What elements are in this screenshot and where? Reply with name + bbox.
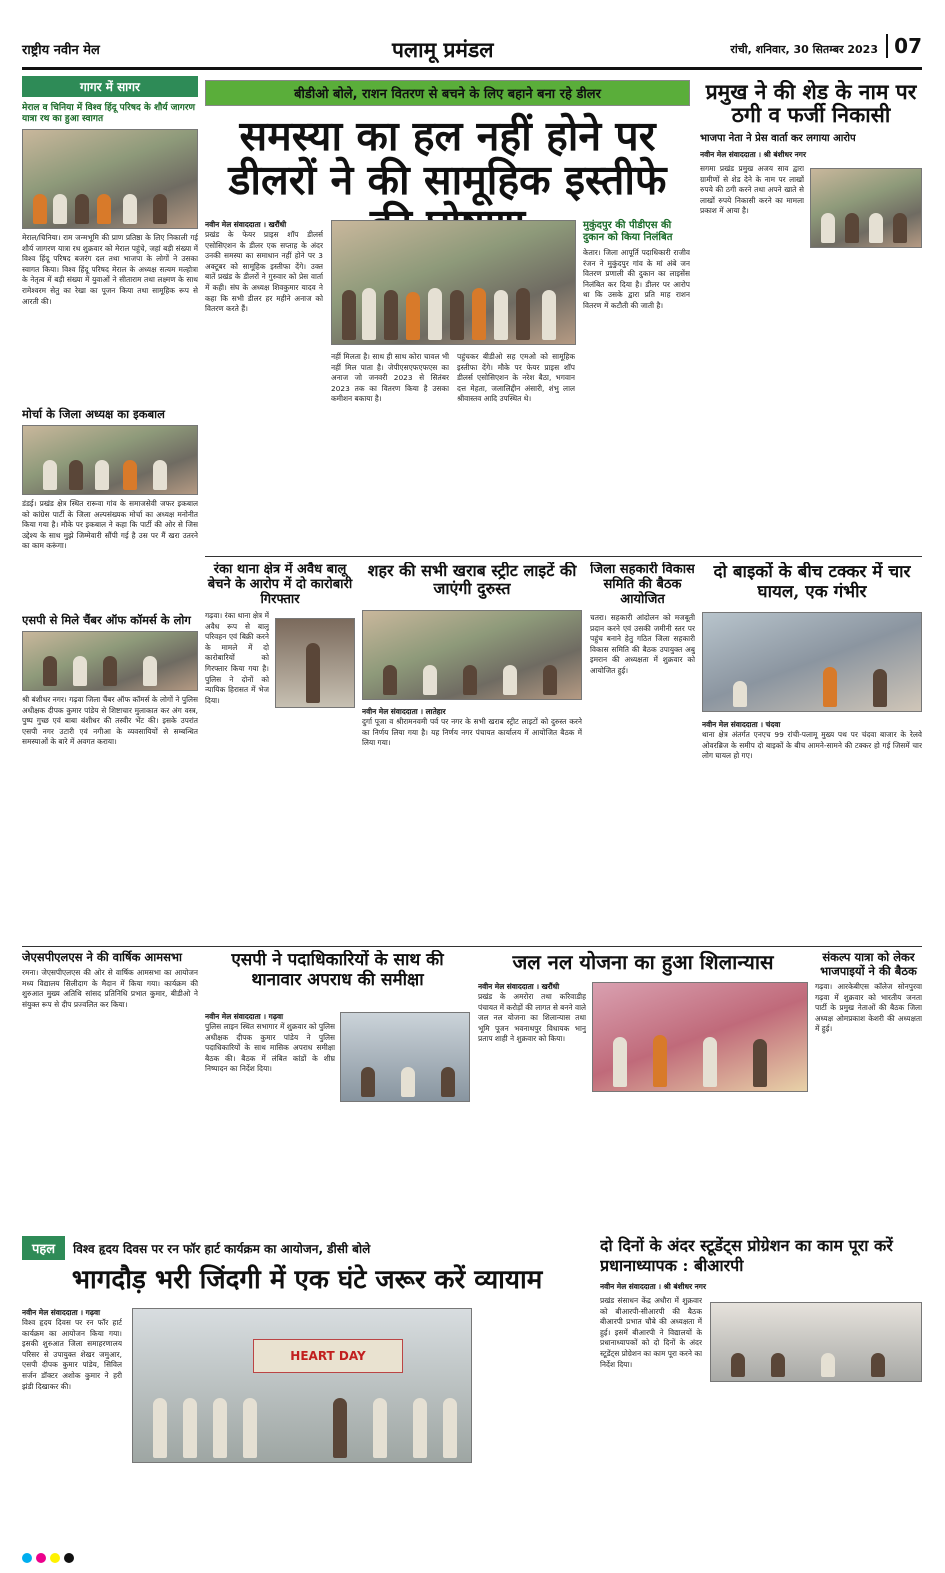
water-scheme-byline: नवीन मेल संवाददाता । खरौंधी: [478, 982, 560, 991]
heart-day-body: विश्व हृदय दिवस पर रन फॉर हार्ट कार्यक्रम का आयोजन किया गया। इसकी शुरुआत जिला समाहरणालय परिसर से उपायुक्त शेखर जमुआर, एसपी दीपक कुमार पांडेय, सिविल सर्जन डॉक्टर अशोक कुमार ने हरी झंडी दिखाकर की।: [22, 1318, 122, 1391]
sp-review-photo: [340, 1012, 470, 1102]
issue-date: रांची, शनिवार, 30 सितम्बर 2023: [730, 43, 878, 56]
section-title: पलामू प्रमंडल: [392, 37, 494, 62]
cooperative-story: [590, 562, 695, 942]
brp-byline: नवीन मेल संवाददाता । श्री बंशीधर नगर: [600, 1282, 706, 1291]
brief-3-title: एसपी से मिले चैंबर ऑफ कॉमर्स के लोग: [22, 613, 191, 627]
sankalp-body: गढ़वा। आरकेबीएस कॉलेज सोनपुरवा गढ़वा में शुक्रवार को भारतीय जनता पार्टी के प्रमुख नेताओं की बैठक जिला अध्यक्ष ओमप्रकाश केशरी की अध्यक्षता में हुई।: [815, 982, 922, 1034]
streetlight-story: [362, 562, 582, 942]
accident-photo: [702, 612, 922, 712]
brief-1-photo: [22, 129, 198, 229]
heart-day-kicker-text: विश्व हृदय दिवस पर रन फॉर हार्ट कार्यक्रम का आयोजन, डीसी बोले: [73, 1241, 371, 1256]
sankalp-story: [815, 950, 922, 1230]
water-scheme-photo: [592, 982, 808, 1092]
sp-review-body: पुलिस लाइन स्थित सभागार में शुक्रवार को पुलिस अधीक्षक दीपक कुमार पांडेय ने पुलिस पदाधिकारियों के साथ मासिक अपराध समीक्षा बैठक की। बैठक में लंबित कांडों के शीघ्र निष्पादन का निर्देश दिया।: [205, 1022, 335, 1074]
cooperative-body: चतरा। सहकारी आंदोलन को मजबूती प्रदान करने एवं उसकी जमीनी स्तर पर पहुंच बनाने हेतु गठित जिला सहकारी विकास समिति की बैठक उपायुक्त अबु इमरान की अध्यक्षता में शुक्रवार को आयोजित हुई।: [590, 613, 695, 675]
brp-headline: दो दिनों के अंदर स्टूडेंट्स प्रोग्रेशन का काम पूरा करें प्रधानाध्यापक : बीआरपी: [600, 1236, 893, 1275]
brief-4-body: रमना। जेएसपीएलएस की ओर से वार्षिक आमसभा का आयोजन मध्य विद्यालय सिलीदाग के मैदान में किया गया। कार्यक्रम की शुरुआत मुख्य अतिथि सांसद प्रतिनिधि प्रभात कुमार, बीडीओ ने संयुक्त रूप से दीप प्रज्वलित कर किया।: [22, 968, 198, 1009]
accident-headline: दो बाइकों के बीच टक्कर में चार घायल, एक गंभीर: [713, 562, 911, 602]
sand-photo: [275, 618, 355, 708]
sp-review-headline: एसपी ने पदाधिकारियों के साथ की थानावार अपराध की समीक्षा: [231, 950, 444, 990]
streetlight-headline: शहर की सभी खराब स्ट्रीट लाइटें की जाएंगी दुरुस्त: [367, 562, 577, 598]
streetlight-photo: [362, 610, 582, 700]
right-top-story: [700, 80, 922, 550]
page-number: 07: [886, 34, 922, 58]
brief-1-title: मेराल व चिनिया में विश्व हिंदू परिषद के शौर्य जागरण यात्रा रथ का हुआ स्वागत: [22, 103, 196, 124]
right-top-photo: [810, 168, 922, 248]
section-divider: [205, 556, 922, 557]
lead-kicker: बीडीओ बोले, राशन वितरण से बचने के लिए बहाने बना रहे डीलर: [205, 80, 690, 106]
brief-4-title: जेएसपीएलएस ने की वार्षिक आमसभा: [22, 950, 182, 964]
water-scheme-body: प्रखंड के अमरोरा तथा करिवाडीह पंचायत में करोड़ों की लागत से बनने वाले जल नल योजना का शिलान्यास तथा भूमि पूजन भवनाथपुर विधायक भानु प्रताप शाही ने शुक्रवार को किया।: [478, 992, 586, 1044]
sankalp-headline: संकल्प यात्रा को लेकर भाजपाइयों ने की बैठक: [820, 950, 917, 978]
brief-2-body: डंडई। प्रखंड क्षेत्र स्थित रारूवा गांव के समाजसेवी जफर इकबाल को कांग्रेस पार्टी के जिला अल्पसंख्यक मोर्चा का अध्यक्ष मनोनीत किया गया है। मौके पर इकबाल ने कहा कि पार्टी की ओर से जिस उद्देश्य के साथ मुझे जिम्मेवारी सौंपी गई है उस पर मैं खरा उतरने का काम करूंगा।: [22, 499, 198, 551]
heart-day-kicker: पहल: [22, 1236, 65, 1260]
masthead: [22, 34, 922, 70]
brp-story: [600, 1236, 922, 1541]
sp-review-byline: नवीन मेल संवाददाता । गढ़वा: [205, 1012, 284, 1021]
right-top-headline: प्रमुख ने की शेड के नाम पर ठगी व फर्जी निकासी: [705, 80, 917, 127]
cooperative-headline: जिला सहकारी विकास समिति की बैठक आयोजित: [590, 562, 695, 607]
right-top-body: सगमा प्रखंड प्रमुख अजय साव द्वारा ग्रामीणों से शेड देने के नाम पर लाखों रुपये की ठगी करने तथा अपने खाते से लाखों रुपये निकासी करने का मामला प्रकाश में आया है।: [700, 164, 804, 216]
sand-story: [205, 562, 355, 942]
right-top-byline: नवीन मेल संवाददाता । श्री बंशीधर नगर: [700, 150, 806, 159]
brp-photo: [710, 1302, 922, 1382]
newspaper-logo: राष्ट्रीय नवीन मेल: [22, 43, 100, 58]
suspend-story: [583, 220, 690, 528]
lead-body-3: पहुंचकर बीडीओ सह एमओ को सामूहिक इस्तीफा देंगे। मौके पर फेयर प्राइस शॉप डीलर्स एसोसिएशन के नरेश बैठा, भगवान दत्त मेहता, जलालिद्दीन अंसारी, शंभु लाल श्रीवास्तव आदि उपस्थित थे।: [457, 352, 575, 404]
suspend-body: केतार। जिला आपूर्ति पदाधिकारी राजीव रंजन ने मुकुंदपुर गांव के मां अंबे जन वितरण प्रणाली की दुकान का लाइसेंस निलंबित कर दिया है। डीलर पर आरोप था कि उसके द्वारा प्रति माह राशन वितरण में कटौती की जाती है।: [583, 248, 690, 310]
brief-1-body: मेराल/चिनिया। राम जन्मभूमि की प्राण प्रतिष्ठा के लिए निकाली गई शौर्य जागरण यात्रा रथ शुक्रवार को मेराल पहुंचे, जहां बड़ी संख्या में विश्व हिंदू परिषद बजरंग दल तथा भाजपा के लोगों ने उसका स्वागत किया। विश्व हिंदू परिषद मेराल के अध्यक्ष सत्यम मल्होत्रा के नेतृत्व में बड़ी संख्या में युवाओं ने सीताराम तथा लक्ष्मण के साथ रामेश्वरम सेतु का रेखा का पूजन किया तथा सामूहिक रूप से आरती की।: [22, 233, 198, 306]
left-kicker: गागर में सागर: [22, 76, 198, 97]
left-briefs-column: [22, 76, 198, 934]
lead-body-1: प्रखंड के फेयर प्राइस शॉप डीलर्स एसोसिएशन के डीलर एक सप्ताह के अंदर उनकी समस्या का समाधान नहीं होने पर 3 अक्टूबर को सामूहिक इस्तीफा देंगे। उक्त बातें प्रखंड के डीलरों ने गुरुवार को प्रेस वार्ता में कही। संघ के अध्यक्ष शिवकुमार यादव ने कहा कि सभी डीलर हर महीने अनाज को वितरण करते हैं।: [205, 230, 323, 314]
heart-day-photo: [132, 1308, 472, 1463]
accident-byline: नवीन मेल संवाददाता । चंदवा: [702, 720, 781, 729]
heart-day-banner: HEART DAY: [253, 1339, 403, 1373]
sand-headline: रंका थाना क्षेत्र में अवैध बालू बेचने के आरोप में दो कारोबारी गिरफ्तार: [207, 562, 353, 607]
brp-body: प्रखंड संसाधन केंद्र अधौरा में शुक्रवार को बीआरपी-सीआरपी की बैठक बीआरपी प्रभात चौबे की अध्यक्षता में हुई। इसमें बीआरपी ने विद्यालयों के प्रधानाध्यापकों को दो दिनों के अंदर स्टूडेंट्स प्रोग्रेशन का काम पूरा करने का निर्देश दिया।: [600, 1296, 702, 1369]
lead-byline: नवीन मेल संवाददाता । खरौंधी: [205, 220, 287, 229]
brief-2-photo: [22, 425, 198, 495]
streetlight-byline: नवीन मेल संवाददाता । लातेहार: [362, 707, 446, 716]
streetlight-body: दुर्गा पूजा व श्रीरामनवमी पर्व पर नगर के सभी खराब स्ट्रीट लाइटों को दुरुस्त करने का निर्णय लिया गया है। यह निर्णय नगर पंचायत कार्यालय में आयोजित बैठक में लिया गया।: [362, 717, 582, 748]
lead-body-2: नहीं मिलता है। साथ ही साथ कोरा चावल भी नहीं मिल पाता है। जेपीएसएफएफएस का अनाज जो जनवरी 2023 से सितंबर 2023 तक का वितरण किया है उसका कमीशन बकाया है।: [331, 352, 449, 404]
print-color-bar: [22, 1548, 922, 1558]
heart-day-headline: भागदौड़ भरी जिंदगी में एक घंटे जरूर करें व्यायाम: [71, 1265, 543, 1295]
lead-headline: समस्या का हल नहीं होने पर डीलरों ने की सामूहिक इस्तीफे: [228, 112, 667, 204]
brief-3-body: श्री बंशीधर नगर। गढ़वा जिला चैंबर ऑफ कॉमर्स के लोगों ने पुलिस अधीक्षक दीपक कुमार पांडेय से शिष्टाचार मुलाकात कर अंग वस्त्र, पुष्प गुच्छ एवं बाबा बंशीधर की तस्वीर भेंट की। इसके उपरांत एसपी नगर उटारी एवं नगीआ के व्यवसायियों से सम्बन्धित समस्याओं के बारे में अवगत कराया।: [22, 695, 198, 747]
water-scheme-headline: जल नल योजना का हुआ शिलान्यास: [512, 950, 774, 974]
lead-photo: [331, 220, 576, 345]
heart-day-byline: नवीन मेल संवाददाता । गढ़वा: [22, 1308, 101, 1317]
right-top-subhead: भाजपा नेता ने प्रेस वार्ता कर लगाया आरोप: [700, 133, 856, 144]
sp-review-story: [205, 950, 470, 1230]
accident-story: [702, 562, 922, 942]
brief-2-title: मोर्चा के जिला अध्यक्ष का इकबाल: [22, 407, 165, 421]
brief-3-photo: [22, 631, 198, 691]
water-scheme-story: [478, 950, 808, 1230]
accident-body: थाना क्षेत्र अंतर्गत एनएच 99 रांची-पलामू मुख्य पथ पर चंदवा बाजार के रेलवे ओवरब्रिज के समीप दो बाइकों के बीच आमने-सामने की टक्कर हो गई जिसमें चार लोग घायल हो गए।: [702, 730, 922, 761]
heart-day-story: [22, 1236, 592, 1541]
section-divider-2: [22, 946, 922, 947]
suspend-title: मुकुंदपुर की पीडीएस की दुकान को किया निलंबित: [583, 220, 673, 243]
sand-body: गढ़वा। रंका थाना क्षेत्र में अवैध रूप से बालू परिवहन एवं बिक्री करने के मामले में दो कारोबारियों को गिरफ्तार किया गया है। पुलिस ने दोनों को न्यायिक हिरासत में भेज दिया।: [205, 611, 269, 705]
lead-story: [205, 80, 690, 550]
lead-col-1: [205, 220, 323, 550]
